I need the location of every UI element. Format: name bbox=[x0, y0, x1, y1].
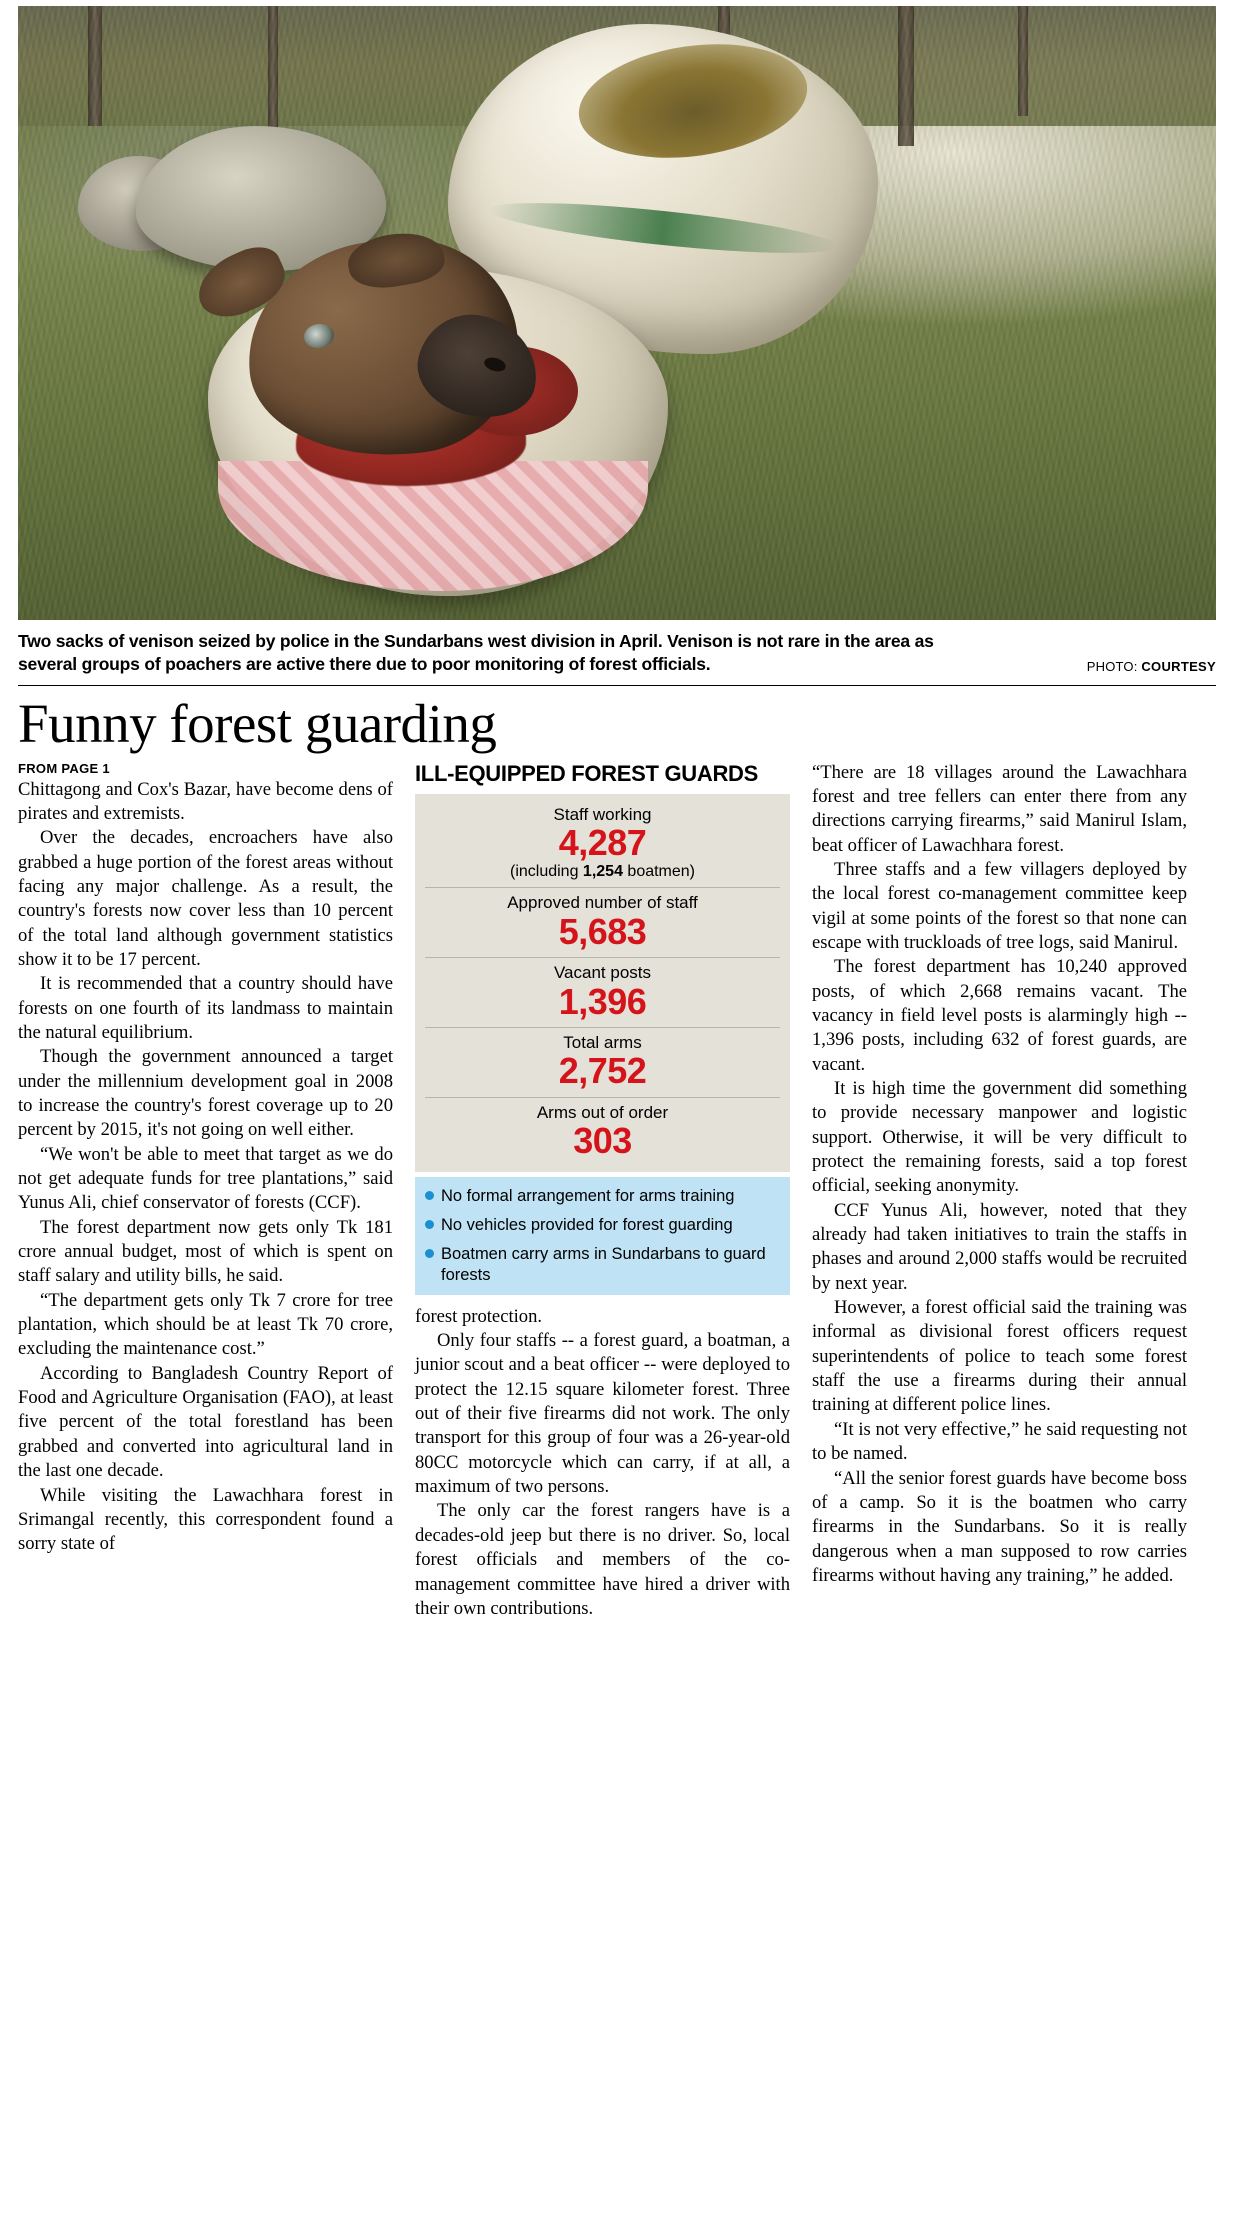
stat-value: 5,683 bbox=[558, 910, 647, 952]
bullet-item bbox=[425, 1186, 780, 1206]
from-page-label: FROM PAGE 1 bbox=[18, 760, 110, 776]
paragraph: Over the decades, encroachers have also grabbed a huge portion of the forest areas without facing any major challenge. As a result, the country's forests now cover less than 10 percent of the total land although government statistics show it to be 17 percent. bbox=[18, 827, 393, 970]
paragraph: “We won't be able to meet that target as we do not get adequate funds for tree plantations,” said Yunus Ali, chief conservator of forests (CCF). bbox=[18, 1143, 393, 1214]
infobox-title: ILL-EQUIPPED FOREST GUARDS bbox=[415, 760, 758, 786]
photo-credit-value: COURTESY bbox=[1141, 659, 1216, 675]
divider bbox=[18, 685, 1216, 686]
paragraph: The only car the forest rangers have is a decades-old jeep but there is no driver. So, local forest officials and members of the co-management committee have hired a driver with their own contributions. bbox=[415, 1500, 790, 1619]
column-right bbox=[812, 761, 1187, 1622]
article-photo bbox=[18, 6, 1216, 620]
bullet-text: No vehicles provided for forest guarding bbox=[441, 1216, 733, 1235]
paragraph: While visiting the Lawachhara forest in Srimangal recently, this correspondent found a sorry state of bbox=[18, 1484, 393, 1555]
stat-sub-bold: 1,254 bbox=[582, 863, 623, 881]
column-left bbox=[18, 761, 393, 1622]
bullet-item bbox=[425, 1215, 780, 1235]
paragraph: “It is not very effective,” he said requesting not to be named. bbox=[812, 1418, 1187, 1465]
column-middle-text bbox=[415, 1305, 790, 1621]
stat-label: Approved number of staff bbox=[507, 893, 698, 913]
paragraph: “There are 18 villages around the Lawachhara forest and tree fellers can enter there from any directions carrying firearms,” said Manirul Islam, beat officer of Lawachhara forest. bbox=[812, 761, 1187, 856]
bullet-dot-icon bbox=[425, 1191, 434, 1200]
paragraph: Three staffs and a few villagers deployed by the local forest co-management committee keep vigil at some points of the forest so that none can escape with truckloads of tree logs, said Manirul. bbox=[812, 858, 1187, 953]
photo-caption-line2: several groups of poachers are active there due to poor monitoring of forest officials. bbox=[18, 654, 711, 675]
paragraph: It is high time the government did something to provide necessary manpower and logistic support. Otherwise, it will be very difficult to protect the remaining forests, said a top forest official, seeking anonymity. bbox=[812, 1078, 1187, 1197]
stat-item bbox=[425, 800, 780, 889]
stat-value: 2,752 bbox=[558, 1050, 647, 1092]
stat-sub bbox=[425, 862, 780, 881]
infobox-bullets bbox=[415, 1177, 790, 1295]
stat-label: Staff working bbox=[553, 804, 652, 824]
stat-sub-pre: (including bbox=[509, 863, 583, 881]
bullet-dot-icon bbox=[425, 1220, 434, 1229]
bullet-dot-icon bbox=[425, 1249, 434, 1258]
paragraph: Only four staffs -- a forest guard, a boatman, a junior scout and a beat officer -- were deployed to protect the 12.15 square kilometer forest. Three out of their five firearms did not work. The only transport for this group of four was a 26-year-old 80CC motorcycle which can carry, if at all, a maximum of two persons. bbox=[415, 1330, 790, 1498]
paragraph: The forest department has 10,240 approved posts, of which 2,668 remains vacant. The vacancy in field level posts is alarmingly high -- 1,396 posts, including 632 of forest guards, are vacant. bbox=[812, 956, 1187, 1075]
stat-label: Vacant posts bbox=[553, 963, 652, 983]
article-columns bbox=[18, 761, 1216, 1622]
paragraph: Though the government announced a target under the millennium development goal in 2008 to increase the country's forest coverage up to 20 percent by 2015, it's not going on well either. bbox=[18, 1046, 393, 1141]
photo-background bbox=[18, 6, 1216, 620]
paragraph: forest protection. bbox=[415, 1305, 543, 1327]
stat-value: 4,287 bbox=[558, 822, 647, 864]
bullet-item bbox=[425, 1244, 780, 1284]
paragraph: The forest department now gets only Tk 181 crore annual budget, most of which is spent on staff salary and utility bills, he said. bbox=[18, 1216, 393, 1287]
page-title: Funny forest guarding bbox=[18, 692, 497, 754]
bullet-text: No formal arrangement for arms training bbox=[441, 1187, 735, 1206]
photo-caption bbox=[18, 630, 1216, 677]
paragraph: “All the senior forest guards have become boss of a camp. So it is the boatmen who carry firearms in the Sundarbans. So it is really dangerous when a man supposed to row carries firearms without having any training,” he added. bbox=[812, 1467, 1187, 1586]
stat-item bbox=[425, 1028, 780, 1098]
stat-sub-post: boatmen) bbox=[622, 863, 696, 881]
photo-credit bbox=[1087, 658, 1216, 675]
paragraph: It is recommended that a country should have forests on one fourth of its landmass to maintain the natural equilibrium. bbox=[18, 973, 393, 1043]
stat-label: Arms out of order bbox=[536, 1102, 669, 1122]
paragraph: CCF Yunus Ali, however, noted that they already had taken initiatives to train the staffs in phases and around 2,000 staffs would be recruited by next year. bbox=[812, 1199, 1187, 1294]
paragraph: According to Bangladesh Country Report of Food and Agriculture Organisation (FAO), at least five percent of the total forestland has been grabbed and converted into agricultural land in the last one decade. bbox=[18, 1362, 393, 1482]
column-middle bbox=[415, 761, 790, 1622]
photo-credit-label: PHOTO: bbox=[1086, 659, 1138, 675]
stat-item bbox=[425, 888, 780, 958]
stat-item bbox=[425, 1098, 780, 1163]
stat-label: Total arms bbox=[563, 1032, 642, 1052]
stat-value: 303 bbox=[573, 1120, 632, 1162]
bullet-text: Boatmen carry arms in Sundarbans to guard forests bbox=[441, 1245, 766, 1284]
paragraph: Chittagong and Cox's Bazar, have become dens of pirates and extremists. bbox=[18, 778, 393, 824]
stat-item bbox=[425, 958, 780, 1028]
infobox-stats bbox=[415, 794, 790, 1173]
paragraph: However, a forest official said the training was informal as divisional forest officers request superintendents of police to teach some forest staff the use a firearms during their annual training at different police lines. bbox=[812, 1297, 1187, 1416]
stat-value: 1,396 bbox=[558, 980, 647, 1022]
photo-caption-line1: Two sacks of venison seized by police in the Sundarbans west division in April. Venison is not rare in the area as bbox=[18, 631, 934, 651]
paragraph: “The department gets only Tk 7 crore for tree plantation, which should be at least Tk 70 crore, excluding the maintenance cost.” bbox=[18, 1289, 393, 1360]
